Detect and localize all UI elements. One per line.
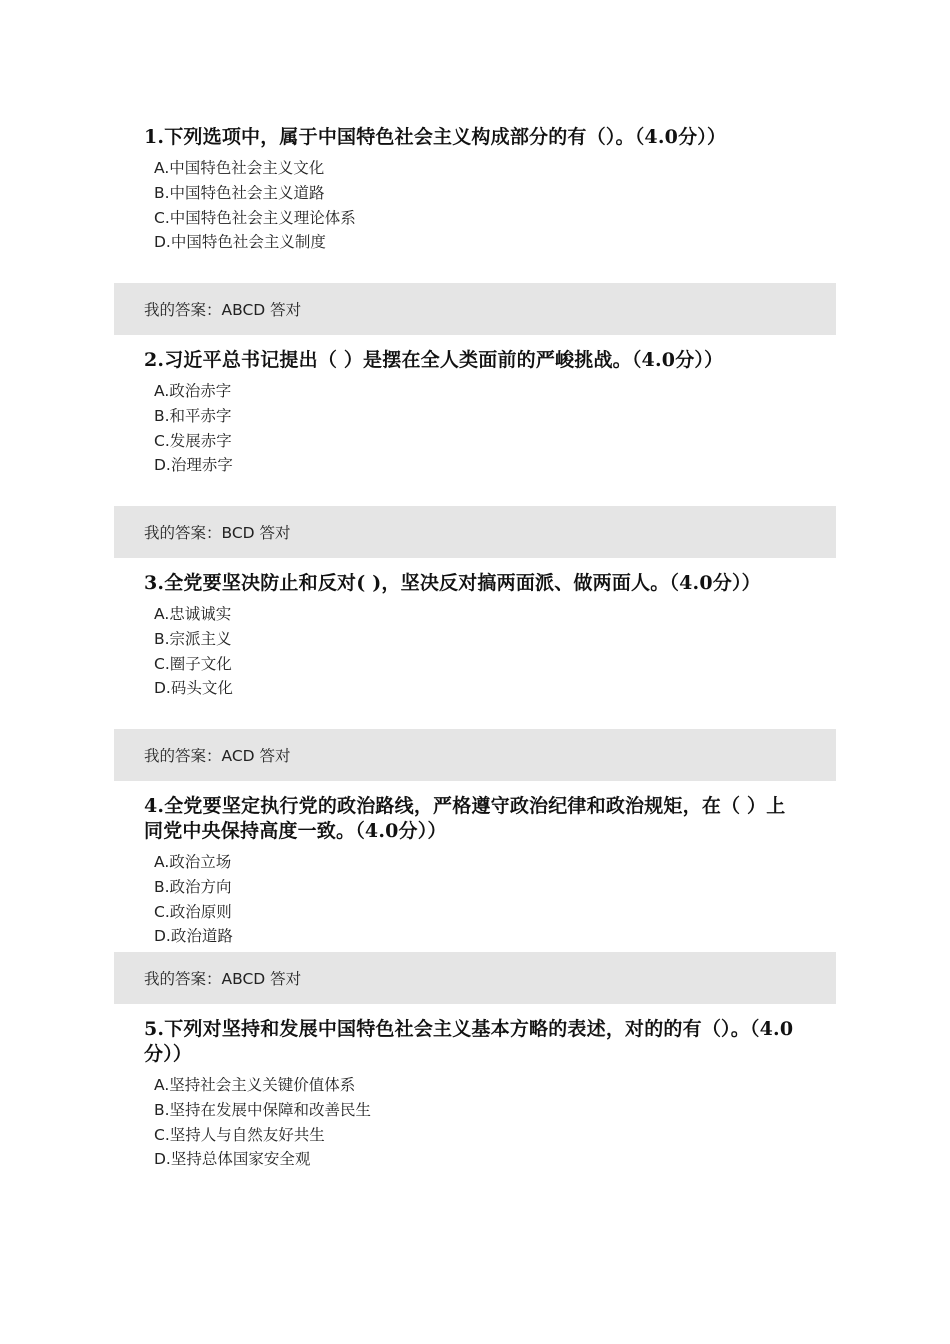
option-a: A.政治赤字 xyxy=(154,382,232,400)
question-title: 2.习近平总书记提出（ ）是摆在全人类面前的严峻挑战。（4.0分）） xyxy=(144,349,724,371)
option-c: C.坚持人与自然友好共生 xyxy=(154,1125,325,1144)
option-b: B.和平赤字 xyxy=(154,406,232,425)
option-d: D.中国特色社会主义制度 xyxy=(154,233,326,252)
question-2 xyxy=(144,348,804,478)
option-c: C.圈子文化 xyxy=(154,654,232,673)
option-a: A.政治立场 xyxy=(154,853,232,871)
option-list xyxy=(144,156,804,255)
answer-text: 我的答案：ACD 答对 xyxy=(144,747,291,765)
question-title: 5.下列对坚持和发展中国特色社会主义基本方略的表述，对的的有（）。（4.0分）） xyxy=(144,1018,794,1065)
answer-bar-4 xyxy=(114,952,836,1004)
answer-bar-2 xyxy=(114,506,836,558)
option-d: D.坚持总体国家安全观 xyxy=(154,1150,311,1169)
question-title: 3.全党要坚决防止和反对( )，坚决反对搞两面派、做两面人。（4.0分）） xyxy=(144,572,761,594)
option-c: C.中国特色社会主义理论体系 xyxy=(154,208,356,227)
question-5 xyxy=(144,1017,804,1172)
answer-text: 我的答案：ABCD 答对 xyxy=(144,970,302,988)
option-b: B.宗派主义 xyxy=(154,629,232,648)
option-list xyxy=(144,850,804,949)
answer-text: 我的答案：BCD 答对 xyxy=(144,524,291,542)
option-d: D.政治道路 xyxy=(154,927,233,946)
option-b: B.坚持在发展中保障和改善民生 xyxy=(154,1100,372,1119)
answer-bar-1 xyxy=(114,283,836,335)
question-1 xyxy=(144,125,804,255)
option-b: B.政治方向 xyxy=(154,877,232,896)
question-title: 1.下列选项中，属于中国特色社会主义构成部分的有（）。（4.0分）） xyxy=(144,126,727,148)
answer-bar-3 xyxy=(114,729,836,781)
option-c: C.发展赤字 xyxy=(154,431,232,450)
option-a: A.中国特色社会主义文化 xyxy=(154,159,325,177)
option-b: B.中国特色社会主义道路 xyxy=(154,183,325,202)
question-title: 4.全党要坚定执行党的政治路线，严格遵守政治纪律和政治规矩，在（ ）上同党中央保持高度一致。（4.0分）） xyxy=(144,795,786,842)
option-list xyxy=(144,379,804,478)
option-a: A.忠诚诚实 xyxy=(154,605,232,623)
question-4 xyxy=(144,794,804,949)
option-d: D.码头文化 xyxy=(154,679,233,698)
option-list xyxy=(144,1073,804,1172)
answer-text: 我的答案：ABCD 答对 xyxy=(144,301,302,319)
option-c: C.政治原则 xyxy=(154,902,232,921)
option-list xyxy=(144,602,804,701)
option-a: A.坚持社会主义关键价值体系 xyxy=(154,1076,356,1094)
option-d: D.治理赤字 xyxy=(154,456,233,475)
question-3 xyxy=(144,571,804,701)
